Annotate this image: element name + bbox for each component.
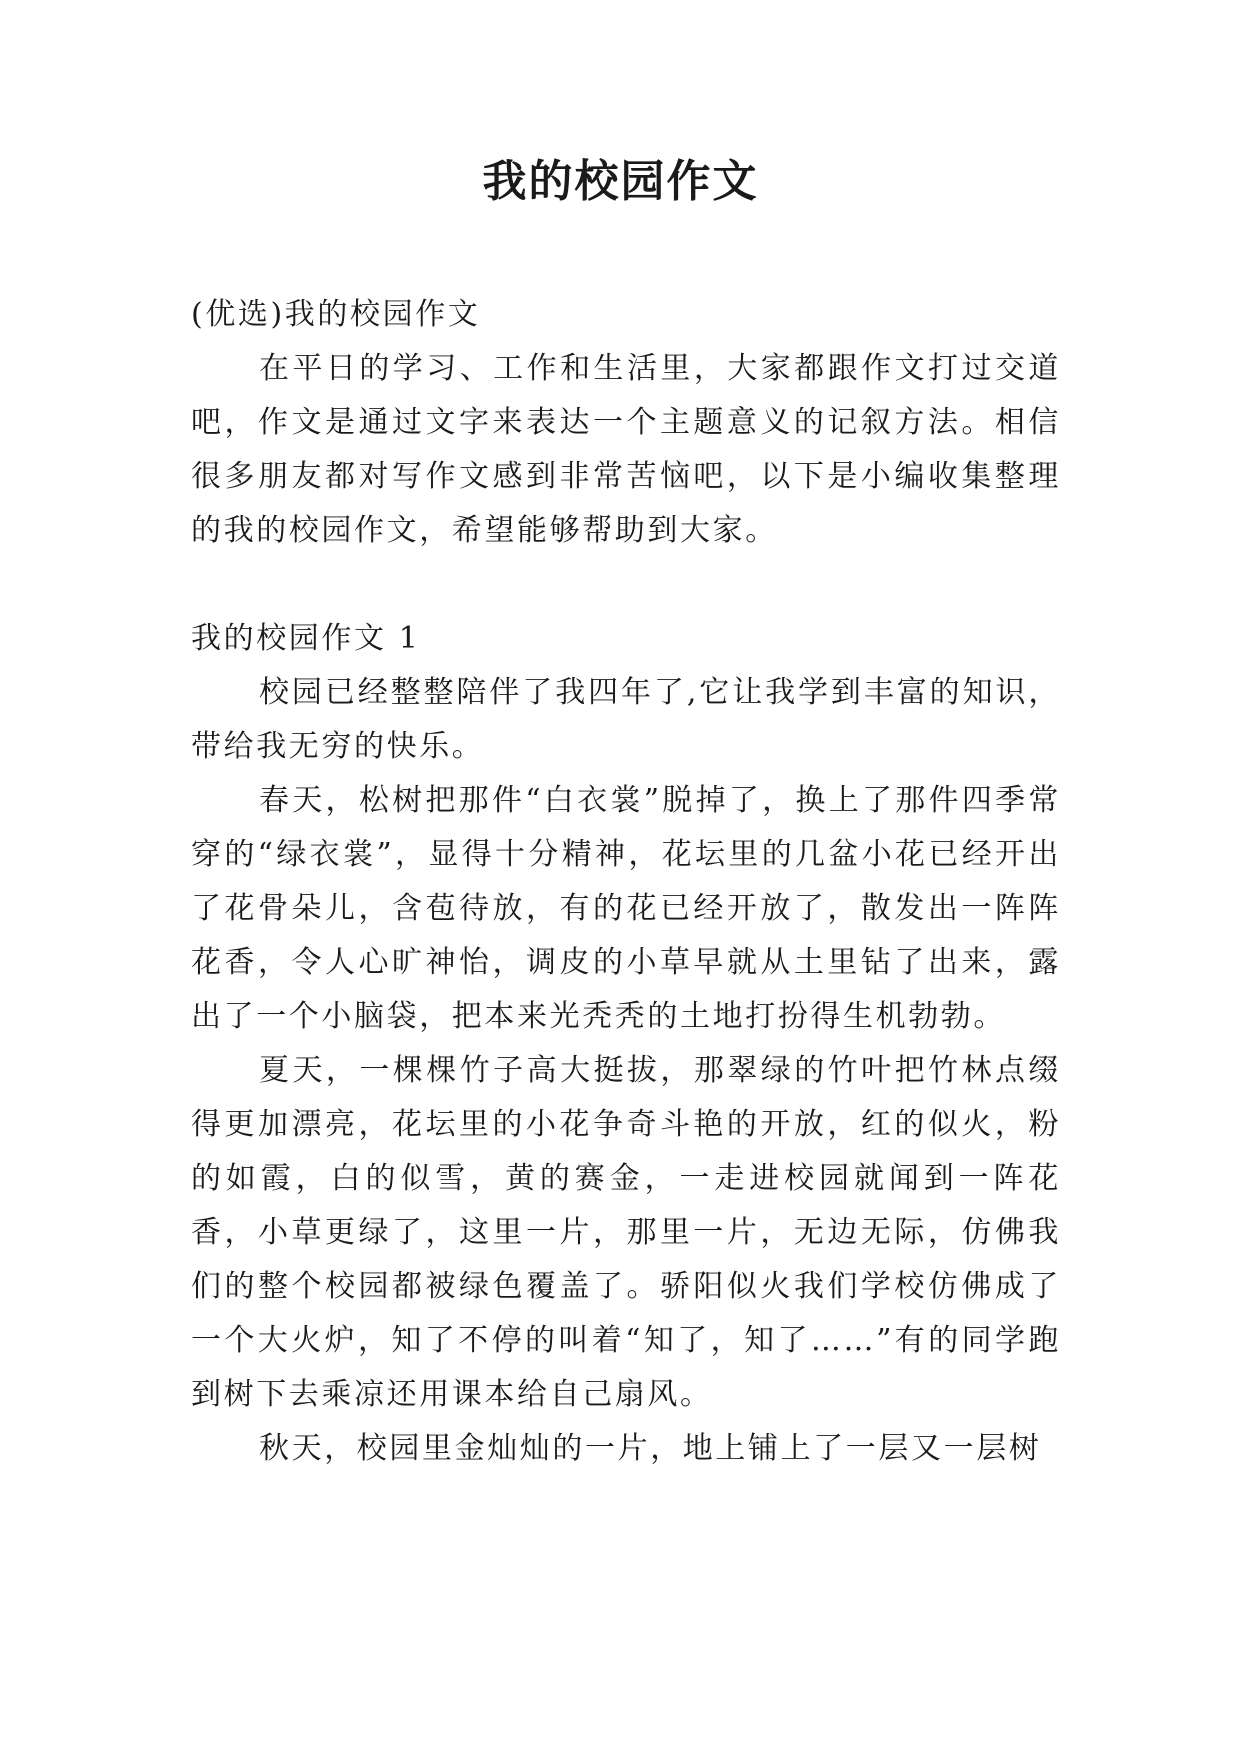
essay1-paragraph: 夏天，一棵棵竹子高大挺拔，那翠绿的竹叶把竹林点缀得更加漂亮，花坛里的小花争奇斗艳的开放，红的似火，粉的如霞，白的似雪，黄的赛金，一走进校园就闻到一阵花香，小草更绿了，这里一片，那里一片，无边无际，仿佛我们的整个校园都被绿色覆盖了。骄阳似火我们学校仿佛成了一个大火炉，知了不停的叫着“知了，知了……”有的同学跑到树下去乘凉还用课本给自己扇风。 [191, 1053, 1061, 1412]
essay1-paragraph: 春天，松树把那件“白衣裳”脱掉了，换上了那件四季常穿的“绿衣裳”，显得十分精神，花坛里的几盆小花已经开出了花骨朵儿，含苞待放，有的花已经开放了，散发出一阵阵花香，令人心旷神怡，调皮的小草早就从土里钻了出来，露出了一个小脑袋，把本来光秃秃的土地打扮得生机勃勃。 [191, 783, 1061, 1034]
intro-paragraph: 在平日的学习、工作和生活里，大家都跟作文打过交道吧，作文是通过文字来表达一个主题意义的记叙方法。相信很多朋友都对写作文感到非常苦恼吧，以下是小编收集整理的我的校园作文，希望能够帮助到大家。 [191, 351, 1061, 548]
document-body [191, 288, 1061, 1476]
essay1-paragraph: 校园已经整整陪伴了我四年了,它让我学到丰富的知识，带给我无穷的快乐。 [191, 675, 1061, 764]
document-title: 我的校园作文 [482, 156, 759, 207]
essay1-paragraph: 秋天，校园里金灿灿的一片，地上铺上了一层又一层树 [259, 1431, 1042, 1466]
intro-heading: (优选)我的校园作文 [191, 297, 481, 332]
essay1-heading: 我的校园作文 1 [191, 621, 421, 656]
section-spacer [191, 558, 1061, 612]
